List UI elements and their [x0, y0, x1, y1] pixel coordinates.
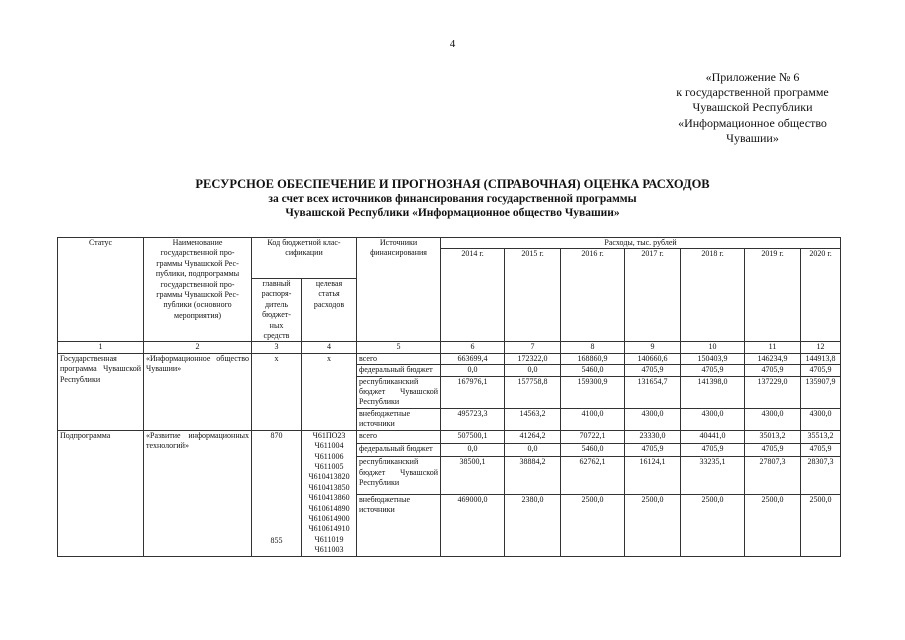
program-name-cell: «Развитие информационных технологий»: [144, 430, 252, 556]
appendix-note: [610, 70, 895, 146]
value-cell: 4300,0: [625, 408, 681, 430]
title-line-1: РЕСУРСНОЕ ОБЕСПЕЧЕНИЕ И ПРОГНОЗНАЯ (СПРАВОЧНАЯ) ОЦЕНКА РАСХОДОВ: [195, 177, 710, 191]
program-name-cell: «Информационное общество Чувашии»: [144, 353, 252, 430]
article-code: Ч610413860: [308, 493, 350, 503]
article-code: Ч610614910: [308, 524, 350, 534]
header-year: 2020 г.: [801, 249, 841, 342]
value-cell: 2500,0: [625, 494, 681, 556]
table-row: [58, 430, 841, 443]
target-article-cell: [302, 430, 357, 556]
main-manager-code: 855: [270, 536, 283, 546]
value-cell: 159300,9: [561, 376, 625, 408]
article-code: Ч610413820: [308, 472, 350, 482]
status-cell: Подпрограмма: [58, 430, 144, 556]
column-number: 6: [441, 342, 505, 353]
column-number: 9: [625, 342, 681, 353]
value-cell: 38884,2: [505, 457, 561, 494]
value-cell: 4705,9: [745, 443, 801, 456]
value-cell: 4300,0: [801, 408, 841, 430]
header-sources: Источники финансирования: [357, 238, 441, 342]
value-cell: 141398,0: [681, 376, 745, 408]
value-cell: 2500,0: [745, 494, 801, 556]
header-target-article: целевая статья расходов: [302, 279, 357, 342]
article-code: Ч611006: [314, 451, 344, 461]
value-cell: 2380,0: [505, 494, 561, 556]
header-status: Статус: [58, 238, 144, 342]
title-line-3: Чувашской Республики «Информационное общество Чувашии»: [285, 207, 620, 219]
column-number: 5: [357, 342, 441, 353]
header-year: 2015 г.: [505, 249, 561, 342]
status-cell: Государственная программа Чувашской Республики: [58, 353, 144, 430]
main-manager-cell: х: [252, 353, 302, 430]
article-code: Ч610614900: [308, 513, 350, 523]
source-cell: федеральный бюджет: [357, 365, 441, 376]
value-cell: 144913,8: [801, 353, 841, 364]
value-cell: 27807,3: [745, 457, 801, 494]
value-cell: 0,0: [441, 443, 505, 456]
main-manager-code: 870: [270, 430, 283, 440]
value-cell: 4300,0: [681, 408, 745, 430]
value-cell: 4705,9: [745, 365, 801, 376]
header-year: 2016 г.: [561, 249, 625, 342]
value-cell: 172322,0: [505, 353, 561, 364]
main-manager-cell: [252, 430, 302, 556]
value-cell: 4705,9: [625, 365, 681, 376]
table-row: [58, 353, 841, 364]
value-cell: 4100,0: [561, 408, 625, 430]
appendix-line: «Информационное общество: [678, 115, 827, 130]
header-expenses: Расходы, тыс. рублей: [441, 238, 841, 249]
value-cell: 70722,1: [561, 430, 625, 443]
value-cell: 663699,4: [441, 353, 505, 364]
column-number: 4: [302, 342, 357, 353]
value-cell: 41264,2: [505, 430, 561, 443]
column-number: 8: [561, 342, 625, 353]
article-code: Ч61ПО23: [312, 430, 346, 440]
value-cell: 168860,9: [561, 353, 625, 364]
value-cell: 16124,1: [625, 457, 681, 494]
value-cell: 35513,2: [801, 430, 841, 443]
value-cell: 38500,1: [441, 457, 505, 494]
value-cell: 140660,6: [625, 353, 681, 364]
source-cell: внебюджетные источники: [357, 494, 441, 556]
value-cell: 4705,9: [801, 443, 841, 456]
value-cell: 4705,9: [681, 365, 745, 376]
value-cell: 4705,9: [625, 443, 681, 456]
appendix-line: Чувашской Республики: [692, 100, 813, 115]
value-cell: 0,0: [441, 365, 505, 376]
article-code: Ч610614890: [308, 503, 350, 513]
article-code: Ч611019: [314, 534, 344, 544]
value-cell: 62762,1: [561, 457, 625, 494]
title-line-2: за счет всех источников финансирования государственной программы: [268, 193, 637, 205]
source-cell: республиканский бюджет Чувашской Республики: [357, 457, 441, 494]
header-main-manager: главный распоря- дитель бюджет- ных средств: [252, 279, 302, 342]
article-code: Ч610413850: [308, 482, 350, 492]
value-cell: 2500,0: [561, 494, 625, 556]
column-numbers-row: [58, 342, 841, 353]
appendix-line: к государственной программе: [676, 85, 829, 100]
value-cell: 135907,9: [801, 376, 841, 408]
page-number: 4: [449, 38, 456, 50]
article-code: Ч611005: [314, 461, 344, 471]
target-article-cell: х: [302, 353, 357, 430]
value-cell: 4705,9: [681, 443, 745, 456]
column-number: 11: [745, 342, 801, 353]
value-cell: 157758,8: [505, 376, 561, 408]
value-cell: 14563,2: [505, 408, 561, 430]
appendix-line: «Приложение № 6: [705, 70, 800, 84]
header-year: 2014 г.: [441, 249, 505, 342]
source-cell: всего: [357, 353, 441, 364]
value-cell: 167976,1: [441, 376, 505, 408]
source-cell: всего: [357, 430, 441, 443]
financing-table: [57, 237, 841, 557]
value-cell: 146234,9: [745, 353, 801, 364]
value-cell: 137229,0: [745, 376, 801, 408]
column-number: 1: [58, 342, 144, 353]
value-cell: 4705,9: [801, 365, 841, 376]
source-cell: федеральный бюджет: [357, 443, 441, 456]
value-cell: 5460,0: [561, 365, 625, 376]
value-cell: 28307,3: [801, 457, 841, 494]
article-code: Ч611004: [314, 441, 344, 451]
source-cell: республиканский бюджет Чувашской Республики: [357, 376, 441, 408]
column-number: 2: [144, 342, 252, 353]
value-cell: 495723,3: [441, 408, 505, 430]
header-name: Наименование государственной про- граммы Чувашской Рес- публики, подпрограммы государственной про- граммы Чувашской Рес- публики (основного мероприятия): [144, 238, 252, 342]
value-cell: 35013,2: [745, 430, 801, 443]
value-cell: 507500,1: [441, 430, 505, 443]
value-cell: 0,0: [505, 443, 561, 456]
value-cell: 469000,0: [441, 494, 505, 556]
value-cell: 150403,9: [681, 353, 745, 364]
column-number: 3: [252, 342, 302, 353]
value-cell: 40441,0: [681, 430, 745, 443]
column-number: 10: [681, 342, 745, 353]
source-cell: внебюджетные источники: [357, 408, 441, 430]
value-cell: 131654,7: [625, 376, 681, 408]
column-number: 12: [801, 342, 841, 353]
header-year: 2018 г.: [681, 249, 745, 342]
appendix-line: Чувашии»: [726, 130, 779, 145]
value-cell: 0,0: [505, 365, 561, 376]
value-cell: 4300,0: [745, 408, 801, 430]
header-year: 2019 г.: [745, 249, 801, 342]
column-number: 7: [505, 342, 561, 353]
header-budget-code: Код бюджетной клас- сификации: [252, 238, 357, 279]
article-code: Ч611003: [314, 545, 344, 555]
value-cell: 2500,0: [681, 494, 745, 556]
value-cell: 23330,0: [625, 430, 681, 443]
header-year: 2017 г.: [625, 249, 681, 342]
value-cell: 2500,0: [801, 494, 841, 556]
document-title: [0, 176, 905, 220]
value-cell: 5460,0: [561, 443, 625, 456]
value-cell: 33235,1: [681, 457, 745, 494]
